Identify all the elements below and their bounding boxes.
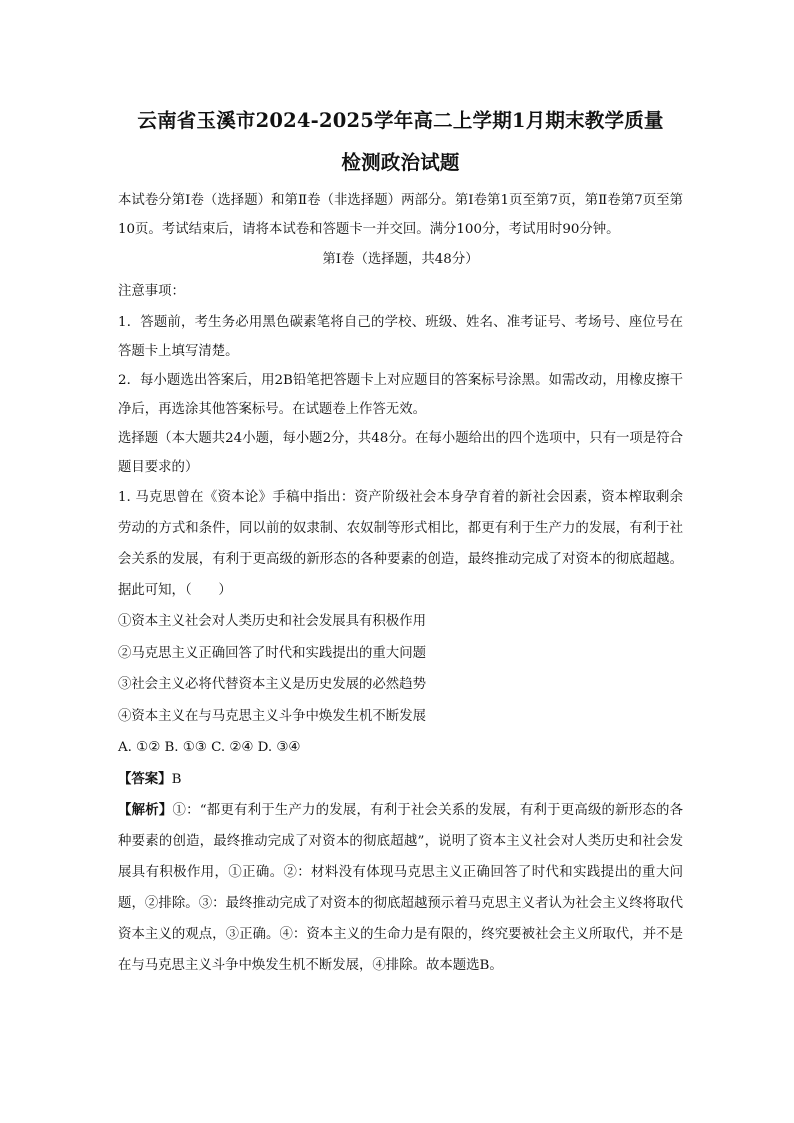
question-1-item-2: ②马克思主义正确回答了时代和实践提出的重大问题: [118, 645, 426, 661]
exam-intro: 本试卷分第Ⅰ卷（选择题）和第Ⅱ卷（非选择题）两部分。第Ⅰ卷第1页至第7页，第Ⅱ卷第7页至第10页。考试结束后，请将本试卷和答题卡一并交回。满分100分，考试用时90分钟。: [118, 193, 683, 237]
question-1-item-4: ④资本主义在与马克思主义斗争中焕发生机不断发展: [118, 708, 426, 724]
question-1-answer: [118, 764, 683, 796]
question-1-stem: 1. 马克思曾在《资本论》手稿中指出：资产阶级社会本身孕育着的新社会因素，资本榨取剩余劳动的方式和条件，同以前的奴隶制、农奴制等形式相比，都更有利于生产力的发展，有利于社会关系的发展，有利于更高级的新形态的各种要素的创造，最终推动完成了对资本的彻底超越。据此可知，（ ）: [118, 490, 683, 598]
document-title-line-1: 云南省玉溪市2024-2025学年高二上学期1月期末教学质量: [137, 109, 664, 132]
document-title-line-2: 检测政治试题: [341, 151, 460, 174]
section-heading: 第Ⅰ卷（选择题，共48分）: [322, 252, 479, 267]
document-page: [118, 96, 683, 981]
question-1-item-1: ①资本主义社会对人类历史和社会发展具有积极作用: [118, 614, 426, 629]
answer-label: 【答案】: [118, 770, 172, 787]
analysis-text: ①：“都更有利于生产力的发展，有利于社会关系的发展，有利于更高级的新形态的各种要素的创造，最终推动完成了对资本的彻底超越”，说明了资本主义社会对人类历史和社会发展具有积极作用，①正确。②：材料没有体现马克思主义正确回答了时代和实践提出的重大问题，②排除。③：最终推动完成了对资本的彻底超越预示着马克思主义者认为社会主义终将取代资本主义的观点，③正确。④：资本主义的生命力是有限的，终究要被社会主义所取代，并不是在与马克思主义斗争中焕发生机不断发展，④排除。故本题选B。: [118, 803, 684, 973]
question-1-analysis: [118, 795, 683, 981]
notice-item-2: 2．每小题选出答案后，用2B铅笔把答题卡上对应题目的答案标号涂黑。如需改动，用橡皮擦干净后，再选涂其他答案标号。在试题卷上作答无效。: [118, 373, 683, 417]
analysis-label: 【解析】: [118, 802, 173, 818]
notice-item-1: 1．答题前，考生务必用黑色碳素笔将自己的学校、班级、姓名、准考证号、考场号、座位号在答题卡上填写清楚。: [118, 315, 683, 359]
question-1-options: A. ①② B. ①③ C. ②④ D. ③④: [118, 740, 301, 755]
notice-label: 注意事项：: [118, 284, 185, 299]
question-1-item-3: ③社会主义必将代替资本主义是历史发展的必然趋势: [118, 677, 426, 692]
choice-section-intro: 选择题（本大题共24小题，每小题2分，共48分。在每小题给出的四个选项中，只有一项是符合题目要求的）: [118, 431, 683, 475]
answer-value: B: [171, 771, 182, 787]
